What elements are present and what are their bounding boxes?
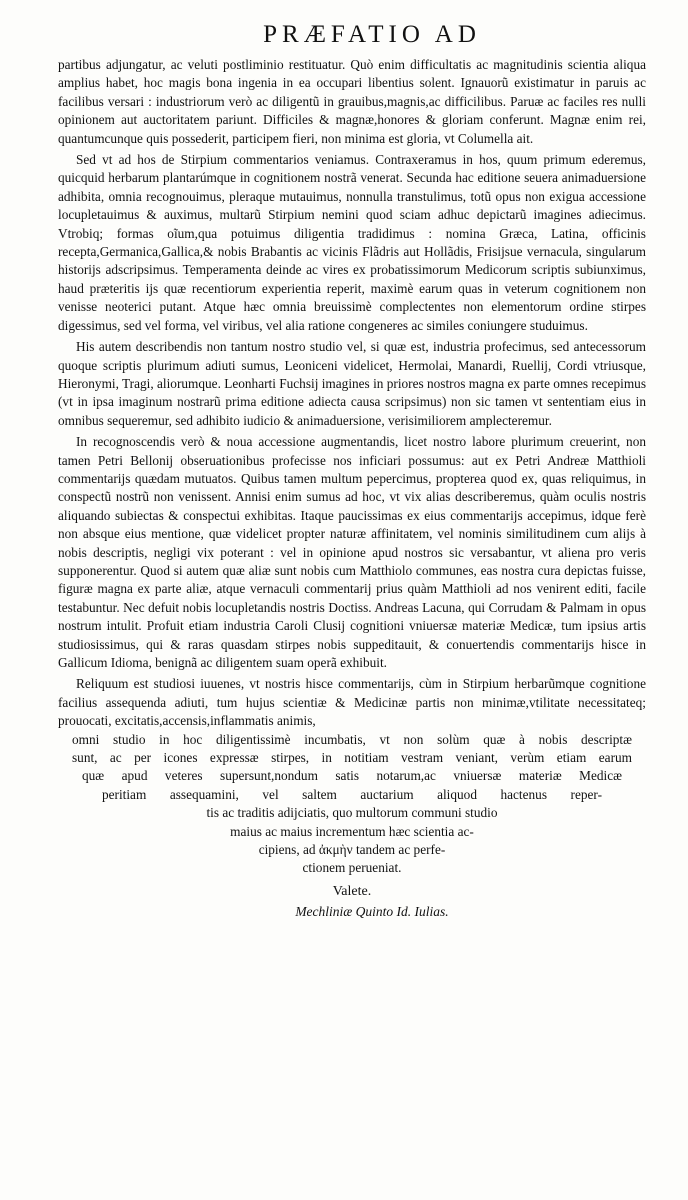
tapered-closing — [58, 731, 646, 878]
closing-line-1: omni studio in hoc diligentissimè incumbatis, vt non solùm quæ à nobis descriptæ — [72, 731, 632, 747]
closing-line-3: quæ apud veteres supersunt,nondum satis notarum,ac vniuersæ materiæ Medicæ — [82, 768, 622, 784]
paragraph-1: partibus adjungatur, ac veluti postliminio restituatur. Quò enim difficultatis ac magnitudinis scientia aliqua amplius habet, hoc magis bona ingenia in ea occupari libentius solent. Ignauorũ existimatur in paruis ac facilibus versari : industriorum verò ac diligentũ in grauibus,magnis,ac difficilibus. Paruæ ac faciles res nulli opinionem aut auctoritatem pariunt. Difficiles & magnæ,honores & gloriam conferunt. Magnæ enim rei, quantumcunque quis possederit, participem fieri, non minima est gloria, vt Columella ait. — [58, 57, 646, 146]
dateline: Mechliniæ Quinto Id. Iulias. — [295, 903, 449, 919]
paragraph-4: In recognoscendis verò & noua accessione augmentandis, licet nostro labore plurimum creuerint, non tamen Petri Bellonij obseruationibus profecisse nos inficiari possumus: aut ex Petri Andreæ Matthioli commentarijs quædam mutuatos. Quibus tamen multum pepercimus, propterea quod ex, quas reliquimus, in conspectũ nostrũ non venissent. Annisi enim sumus ad hoc, vt vix alias describeremus, quàm oculis nostris aliquando subiectas & conspectui exhibitas. Itaque paucissimas ex eius commentarijs accepimus, idque ferè non absque eius mentione, quæ videlicet propter naturæ affinitatem, vel nominis similitudinem cum alijs à nobis descriptis, negligi vix poterant : vel in opinione apud nostros sic versabantur, vt aliena pro veris supponerentur. Quod si autem quæ aliæ sunt nobis cum Matthiolo communes, eas nostra cura depictas fuisse, figuræ magna ex parte aliæ, atque vernaculi commentarij prius quàm Matthioli ad nos venirent editi, facile testabuntur. Nec defuit nobis locupletandis nostris Doctiss. Andreas Lacuna, qui Corrudam & Palmam in opus nostrum intulit. Profuit etiam industria Caroli Clusij cognitioni vniuersæ materiæ Medicæ, tum ipsius artis studiosissimus, qui & raras quasdam stirpes nobis suppeditauit, & conuertendis commentarijs hisce in Gallicum Idioma, benignã ac diligentem suam operã exhibuit. — [58, 434, 646, 670]
closing-line-4: peritiam assequamini, vel saltem auctarium aliquod hactenus reper- — [102, 786, 602, 802]
closing-line-6: maius ac maius incrementum hæc scientia ac- — [230, 823, 474, 839]
preface-body — [58, 56, 646, 731]
closing-line-7: cipiens, ad ἀκμὴν tandem ac perfe- — [258, 842, 446, 858]
closing-line-5: tis ac traditis adijciatis, quo multorum communi studio — [206, 805, 498, 821]
closing-line-8: ctionem perueniat. — [302, 860, 402, 876]
running-head: PRÆFATIO AD — [263, 21, 481, 48]
paragraph-5: Reliquum est studiosi iuuenes, vt nostris hisce commentarijs, cùm in Stirpium herbarũmque cognitione facilius assequenda adiuti, tum hujus scientiæ & Medicinæ partis non minimæ,vtilitate necessitateq; prouocati, excitatis,accensis,inflammatis animis, — [58, 676, 646, 729]
closing-line-2: sunt, ac per icones expressæ stirpes, in notitiam vestram veniant, verùm etiam earum — [72, 750, 632, 766]
paragraph-3: His autem describendis non tantum nostro studio vel, si quæ est, industria profecimus, sed antecessorum quoque scriptis plurimum adiuti sumus, Leoniceni videlicet, Hermolai, Manardi, Ruellij, Cordi vtriusque, Hieronymi, Tragi, aliorumque. Leonharti Fuchsij imagines in priores nostros magna ex parte omnes recepimus (vt in ipsa imaginum nostrarũ prima editione adiecta causa scripsimus) non sic tamen vt sententiam eius in omnibus sequeremur, sed adhibito iudicio & animaduersione, verisimiliorem amplecteremur. — [58, 339, 646, 428]
valediction: Valete. — [332, 883, 372, 899]
paragraph-2: Sed vt ad hos de Stirpium commentarios veniamus. Contraxeramus in hos, quum primum ederemus, quicquid herbarum plantarúmque in cognitionem nostrã venerat. Secunda hac editione seuera animaduersione adhibita, omnia recognouimus, pleraque mutauimus, nonnulla transtulimus, totũ opus non exigua accessione locupletauimus & auximus, multarũ Stirpium nemini quod sciam adhuc depictarũ imagines adiecimus. Vtrobiq; formas oĩum,qua potuimus diligentia tradidimus : nomina Græca, Latina, officinis recepta,Germanica,Gallica,& nobis Brabantis ac vicinis Flãdris aut Hollãdis, Frisijsue vernacula, singularum historijs adscripsimus. Temperamenta deinde ac vires ex probatissimorum Medicorum scriptis subiunximus, haud præteritis ijs quæ recentiorum experientia reperit, maximè earum quas in veterum cognitionem non venisse neoterici putant. Atque hæc omnia breuissimè complectentes non elementorum ordine stirpes digessimus, sed vel forma, vel viribus, vel alia ratione congeneres ac similes coniungere studuimus. — [58, 152, 646, 333]
